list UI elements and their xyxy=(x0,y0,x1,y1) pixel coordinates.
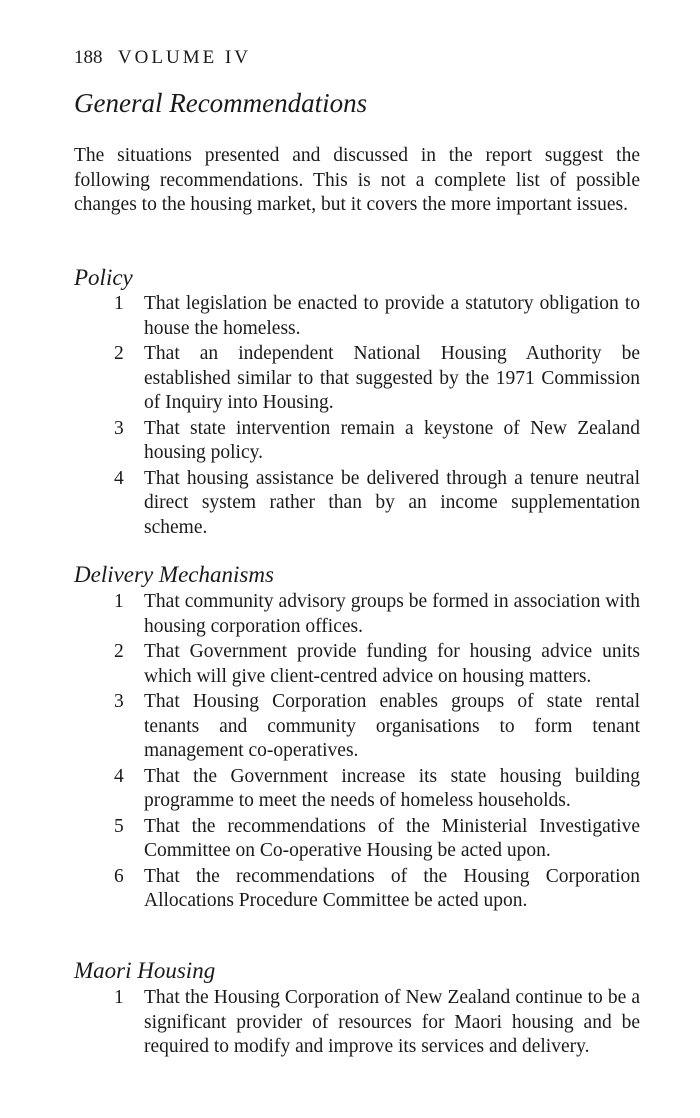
section-heading-policy: Policy xyxy=(74,265,133,290)
item-text: That an independent National Housing Authority be established similar to that suggested by the 1971 Commission of Inquiry into Housing. xyxy=(144,343,640,413)
list-item xyxy=(74,690,640,764)
item-number: 3 xyxy=(114,417,124,439)
item-text: That state intervention remain a keystone of New Zealand housing policy. xyxy=(144,417,640,463)
policy-recommendations-list xyxy=(74,292,640,541)
list-item xyxy=(74,765,640,814)
item-number: 5 xyxy=(114,815,124,837)
intro-paragraph: The situations presented and discussed in the report suggest the following recommendations. This is not a complete list of possible changes to the housing market, but it covers the more important issues. xyxy=(74,145,640,215)
item-number: 1 xyxy=(114,987,124,1008)
item-text: That the Housing Corporation of New Zealand continue to be a significant provider of resources for Maori housing and be required to modify and improve its services and delivery. xyxy=(144,987,640,1057)
maori-housing-recommendations-list xyxy=(74,986,640,1061)
list-item xyxy=(74,865,640,914)
item-number: 1 xyxy=(114,591,124,612)
page-number: 188 xyxy=(74,47,103,68)
item-number: 4 xyxy=(114,467,124,489)
item-text: That Government provide funding for housing advice units which will give client-centred advice on housing matters. xyxy=(144,641,640,687)
page-title: General Recommendations xyxy=(74,88,368,118)
item-number: 3 xyxy=(114,691,124,712)
list-item xyxy=(74,986,640,1060)
running-head xyxy=(74,46,251,70)
item-text: That housing assistance be delivered through a tenure neutral direct system rather than by an income supplementation scheme. xyxy=(144,467,640,538)
list-item xyxy=(74,342,640,416)
item-number: 2 xyxy=(114,641,124,662)
section-heading-delivery-mechanisms: Delivery Mechanisms xyxy=(74,562,274,587)
list-item xyxy=(74,292,640,341)
list-item xyxy=(74,467,640,541)
list-item xyxy=(74,815,640,864)
list-item xyxy=(74,640,640,689)
delivery-recommendations-list xyxy=(74,590,640,915)
item-text: That the recommendations of the Ministerial Investigative Committee on Co-operative Housing be acted upon. xyxy=(144,815,640,861)
list-item xyxy=(74,417,640,466)
item-text: That Housing Corporation enables groups of state rental tenants and community organisations to form tenant management co-operatives. xyxy=(144,691,640,761)
item-number: 6 xyxy=(114,865,124,887)
item-number: 4 xyxy=(114,765,124,787)
item-text: That legislation be enacted to provide a statutory obligation to house the homeless. xyxy=(144,293,640,339)
item-text: That the recommendations of the Housing Corporation Allocations Procedure Committee be acted upon. xyxy=(144,865,640,911)
item-number: 2 xyxy=(114,343,124,364)
volume-label: VOLUME IV xyxy=(117,47,251,68)
item-text: That the Government increase its state housing building programme to meet the needs of homeless households. xyxy=(144,765,640,811)
section-heading-maori-housing: Maori Housing xyxy=(74,958,216,983)
list-item xyxy=(74,590,640,639)
item-number: 1 xyxy=(114,293,124,314)
item-text: That community advisory groups be formed in association with housing corporation offices. xyxy=(144,591,640,637)
